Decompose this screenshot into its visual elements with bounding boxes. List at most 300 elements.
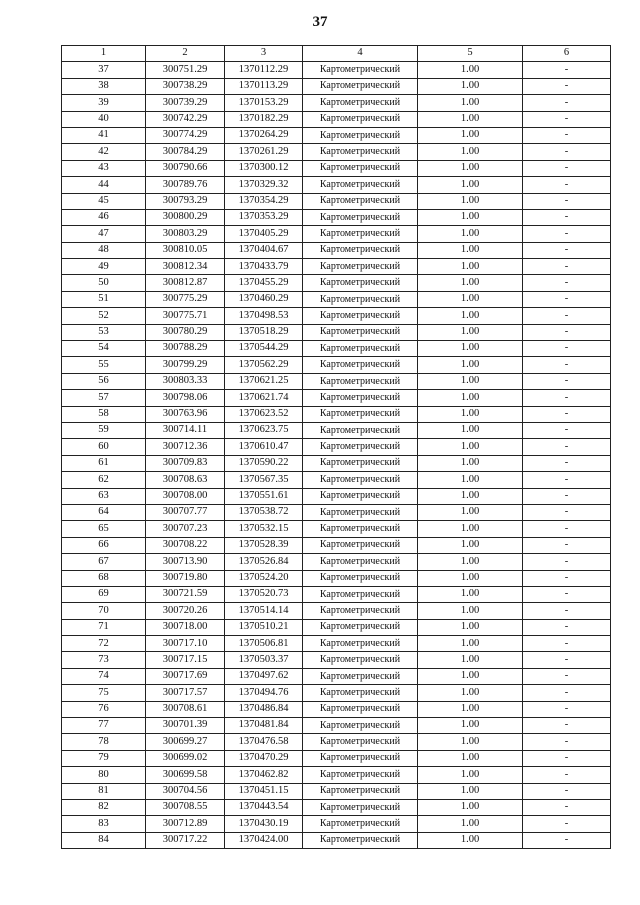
point-number-cell: 38 xyxy=(62,78,146,94)
point-number-cell: 54 xyxy=(62,341,146,357)
table-row xyxy=(62,160,611,176)
description-cell: - xyxy=(523,324,611,340)
method-cell: Картометрический xyxy=(303,767,418,783)
description-cell: - xyxy=(523,111,611,127)
table-row xyxy=(62,832,611,848)
point-number-cell: 67 xyxy=(62,554,146,570)
method-cell: Картометрический xyxy=(303,570,418,586)
x-coordinate-cell: 300810.05 xyxy=(146,242,225,258)
table-row xyxy=(62,767,611,783)
x-coordinate-cell: 300738.29 xyxy=(146,78,225,94)
description-cell: - xyxy=(523,341,611,357)
method-cell: Картометрический xyxy=(303,636,418,652)
y-coordinate-cell: 1370460.29 xyxy=(225,291,303,307)
y-coordinate-cell: 1370153.29 xyxy=(225,95,303,111)
x-coordinate-cell: 300784.29 xyxy=(146,144,225,160)
description-cell: - xyxy=(523,570,611,586)
point-number-cell: 69 xyxy=(62,586,146,602)
accuracy-cell: 1.00 xyxy=(418,816,523,832)
point-number-cell: 62 xyxy=(62,472,146,488)
method-cell: Картометрический xyxy=(303,259,418,275)
method-cell: Картометрический xyxy=(303,95,418,111)
x-coordinate-cell: 300775.29 xyxy=(146,291,225,307)
description-cell: - xyxy=(523,750,611,766)
table-row xyxy=(62,718,611,734)
description-cell: - xyxy=(523,767,611,783)
description-cell: - xyxy=(523,619,611,635)
y-coordinate-cell: 1370621.74 xyxy=(225,390,303,406)
description-cell: - xyxy=(523,177,611,193)
x-coordinate-cell: 300812.87 xyxy=(146,275,225,291)
x-coordinate-cell: 300788.29 xyxy=(146,341,225,357)
x-coordinate-cell: 300751.29 xyxy=(146,62,225,78)
y-coordinate-cell: 1370518.29 xyxy=(225,324,303,340)
x-coordinate-cell: 300717.10 xyxy=(146,636,225,652)
description-cell: - xyxy=(523,308,611,324)
y-coordinate-cell: 1370264.29 xyxy=(225,127,303,143)
x-coordinate-cell: 300704.56 xyxy=(146,783,225,799)
description-cell: - xyxy=(523,259,611,275)
table-row xyxy=(62,439,611,455)
accuracy-cell: 1.00 xyxy=(418,685,523,701)
point-number-cell: 55 xyxy=(62,357,146,373)
accuracy-cell: 1.00 xyxy=(418,324,523,340)
accuracy-cell: 1.00 xyxy=(418,242,523,258)
x-coordinate-cell: 300707.23 xyxy=(146,521,225,537)
x-coordinate-cell: 300719.80 xyxy=(146,570,225,586)
accuracy-cell: 1.00 xyxy=(418,455,523,471)
description-cell: - xyxy=(523,783,611,799)
point-number-cell: 71 xyxy=(62,619,146,635)
x-coordinate-cell: 300714.11 xyxy=(146,422,225,438)
x-coordinate-cell: 300739.29 xyxy=(146,95,225,111)
x-coordinate-cell: 300717.69 xyxy=(146,668,225,684)
accuracy-cell: 1.00 xyxy=(418,422,523,438)
x-coordinate-cell: 300721.59 xyxy=(146,586,225,602)
y-coordinate-cell: 1370544.29 xyxy=(225,341,303,357)
point-number-cell: 48 xyxy=(62,242,146,258)
description-cell: - xyxy=(523,554,611,570)
accuracy-cell: 1.00 xyxy=(418,439,523,455)
accuracy-cell: 1.00 xyxy=(418,668,523,684)
method-cell: Картометрический xyxy=(303,390,418,406)
method-cell: Картометрический xyxy=(303,832,418,848)
method-cell: Картометрический xyxy=(303,341,418,357)
accuracy-cell: 1.00 xyxy=(418,390,523,406)
method-cell: Картометрический xyxy=(303,177,418,193)
table-row xyxy=(62,111,611,127)
point-number-cell: 63 xyxy=(62,488,146,504)
point-number-cell: 75 xyxy=(62,685,146,701)
point-number-cell: 56 xyxy=(62,373,146,389)
x-coordinate-cell: 300699.02 xyxy=(146,750,225,766)
description-cell: - xyxy=(523,226,611,242)
y-coordinate-cell: 1370354.29 xyxy=(225,193,303,209)
point-number-cell: 74 xyxy=(62,668,146,684)
point-number-cell: 39 xyxy=(62,95,146,111)
table-row xyxy=(62,570,611,586)
y-coordinate-cell: 1370506.81 xyxy=(225,636,303,652)
method-cell: Картометрический xyxy=(303,668,418,684)
accuracy-cell: 1.00 xyxy=(418,373,523,389)
method-cell: Картометрический xyxy=(303,750,418,766)
y-coordinate-cell: 1370497.62 xyxy=(225,668,303,684)
method-cell: Картометрический xyxy=(303,488,418,504)
x-coordinate-cell: 300708.63 xyxy=(146,472,225,488)
x-coordinate-cell: 300800.29 xyxy=(146,209,225,225)
method-cell: Картометрический xyxy=(303,652,418,668)
table-row xyxy=(62,504,611,520)
table-row xyxy=(62,783,611,799)
point-number-cell: 73 xyxy=(62,652,146,668)
accuracy-cell: 1.00 xyxy=(418,291,523,307)
x-coordinate-cell: 300742.29 xyxy=(146,111,225,127)
description-cell: - xyxy=(523,390,611,406)
table-row xyxy=(62,636,611,652)
table-row xyxy=(62,193,611,209)
point-number-cell: 77 xyxy=(62,718,146,734)
description-cell: - xyxy=(523,603,611,619)
description-cell: - xyxy=(523,455,611,471)
description-cell: - xyxy=(523,636,611,652)
table-row xyxy=(62,488,611,504)
x-coordinate-cell: 300708.61 xyxy=(146,701,225,717)
table-header-row xyxy=(62,46,611,62)
description-cell: - xyxy=(523,209,611,225)
column-header: 1 xyxy=(62,46,146,62)
method-cell: Картометрический xyxy=(303,226,418,242)
point-number-cell: 81 xyxy=(62,783,146,799)
column-header: 3 xyxy=(225,46,303,62)
accuracy-cell: 1.00 xyxy=(418,488,523,504)
y-coordinate-cell: 1370551.61 xyxy=(225,488,303,504)
table-row xyxy=(62,275,611,291)
accuracy-cell: 1.00 xyxy=(418,603,523,619)
method-cell: Картометрический xyxy=(303,537,418,553)
accuracy-cell: 1.00 xyxy=(418,95,523,111)
x-coordinate-cell: 300717.15 xyxy=(146,652,225,668)
method-cell: Картометрический xyxy=(303,619,418,635)
x-coordinate-cell: 300780.29 xyxy=(146,324,225,340)
table-row xyxy=(62,390,611,406)
table-row xyxy=(62,603,611,619)
point-number-cell: 70 xyxy=(62,603,146,619)
point-number-cell: 82 xyxy=(62,799,146,815)
method-cell: Картометрический xyxy=(303,422,418,438)
point-number-cell: 59 xyxy=(62,422,146,438)
column-header: 4 xyxy=(303,46,418,62)
accuracy-cell: 1.00 xyxy=(418,701,523,717)
description-cell: - xyxy=(523,422,611,438)
x-coordinate-cell: 300709.83 xyxy=(146,455,225,471)
method-cell: Картометрический xyxy=(303,160,418,176)
x-coordinate-cell: 300799.29 xyxy=(146,357,225,373)
y-coordinate-cell: 1370514.14 xyxy=(225,603,303,619)
description-cell: - xyxy=(523,652,611,668)
accuracy-cell: 1.00 xyxy=(418,767,523,783)
point-number-cell: 61 xyxy=(62,455,146,471)
x-coordinate-cell: 300712.89 xyxy=(146,816,225,832)
y-coordinate-cell: 1370538.72 xyxy=(225,504,303,520)
point-number-cell: 66 xyxy=(62,537,146,553)
table-row xyxy=(62,406,611,422)
point-number-cell: 44 xyxy=(62,177,146,193)
table-row xyxy=(62,291,611,307)
description-cell: - xyxy=(523,406,611,422)
x-coordinate-cell: 300717.57 xyxy=(146,685,225,701)
y-coordinate-cell: 1370494.76 xyxy=(225,685,303,701)
method-cell: Картометрический xyxy=(303,734,418,750)
x-coordinate-cell: 300717.22 xyxy=(146,832,225,848)
y-coordinate-cell: 1370510.21 xyxy=(225,619,303,635)
description-cell: - xyxy=(523,62,611,78)
y-coordinate-cell: 1370610.47 xyxy=(225,439,303,455)
column-header: 2 xyxy=(146,46,225,62)
x-coordinate-cell: 300763.96 xyxy=(146,406,225,422)
method-cell: Картометрический xyxy=(303,291,418,307)
method-cell: Картометрический xyxy=(303,373,418,389)
table-row xyxy=(62,586,611,602)
y-coordinate-cell: 1370404.67 xyxy=(225,242,303,258)
y-coordinate-cell: 1370443.54 xyxy=(225,799,303,815)
table-row xyxy=(62,308,611,324)
method-cell: Картометрический xyxy=(303,799,418,815)
table-row xyxy=(62,521,611,537)
table-row xyxy=(62,652,611,668)
point-number-cell: 49 xyxy=(62,259,146,275)
description-cell: - xyxy=(523,291,611,307)
x-coordinate-cell: 300708.00 xyxy=(146,488,225,504)
method-cell: Картометрический xyxy=(303,242,418,258)
x-coordinate-cell: 300718.00 xyxy=(146,619,225,635)
y-coordinate-cell: 1370498.53 xyxy=(225,308,303,324)
y-coordinate-cell: 1370424.00 xyxy=(225,832,303,848)
description-cell: - xyxy=(523,521,611,537)
accuracy-cell: 1.00 xyxy=(418,619,523,635)
y-coordinate-cell: 1370623.75 xyxy=(225,422,303,438)
point-number-cell: 46 xyxy=(62,209,146,225)
accuracy-cell: 1.00 xyxy=(418,226,523,242)
method-cell: Картометрический xyxy=(303,275,418,291)
y-coordinate-cell: 1370481.84 xyxy=(225,718,303,734)
y-coordinate-cell: 1370470.29 xyxy=(225,750,303,766)
table-row xyxy=(62,537,611,553)
accuracy-cell: 1.00 xyxy=(418,783,523,799)
table-row xyxy=(62,554,611,570)
accuracy-cell: 1.00 xyxy=(418,308,523,324)
y-coordinate-cell: 1370526.84 xyxy=(225,554,303,570)
table-row xyxy=(62,127,611,143)
description-cell: - xyxy=(523,373,611,389)
accuracy-cell: 1.00 xyxy=(418,62,523,78)
table-row xyxy=(62,259,611,275)
x-coordinate-cell: 300793.29 xyxy=(146,193,225,209)
accuracy-cell: 1.00 xyxy=(418,209,523,225)
x-coordinate-cell: 300774.29 xyxy=(146,127,225,143)
table-row xyxy=(62,668,611,684)
table-row xyxy=(62,242,611,258)
table-row xyxy=(62,472,611,488)
accuracy-cell: 1.00 xyxy=(418,275,523,291)
method-cell: Картометрический xyxy=(303,472,418,488)
method-cell: Картометрический xyxy=(303,816,418,832)
table-row xyxy=(62,701,611,717)
table-row xyxy=(62,750,611,766)
x-coordinate-cell: 300775.71 xyxy=(146,308,225,324)
method-cell: Картометрический xyxy=(303,554,418,570)
description-cell: - xyxy=(523,242,611,258)
accuracy-cell: 1.00 xyxy=(418,111,523,127)
method-cell: Картометрический xyxy=(303,586,418,602)
description-cell: - xyxy=(523,488,611,504)
method-cell: Картометрический xyxy=(303,111,418,127)
point-number-cell: 45 xyxy=(62,193,146,209)
accuracy-cell: 1.00 xyxy=(418,570,523,586)
y-coordinate-cell: 1370353.29 xyxy=(225,209,303,225)
accuracy-cell: 1.00 xyxy=(418,472,523,488)
x-coordinate-cell: 300712.36 xyxy=(146,439,225,455)
point-number-cell: 79 xyxy=(62,750,146,766)
method-cell: Картометрический xyxy=(303,127,418,143)
accuracy-cell: 1.00 xyxy=(418,259,523,275)
description-cell: - xyxy=(523,439,611,455)
method-cell: Картометрический xyxy=(303,308,418,324)
method-cell: Картометрический xyxy=(303,144,418,160)
point-number-cell: 52 xyxy=(62,308,146,324)
accuracy-cell: 1.00 xyxy=(418,554,523,570)
description-cell: - xyxy=(523,832,611,848)
point-number-cell: 60 xyxy=(62,439,146,455)
y-coordinate-cell: 1370113.29 xyxy=(225,78,303,94)
accuracy-cell: 1.00 xyxy=(418,799,523,815)
accuracy-cell: 1.00 xyxy=(418,357,523,373)
table-body xyxy=(62,62,611,849)
method-cell: Картометрический xyxy=(303,455,418,471)
accuracy-cell: 1.00 xyxy=(418,406,523,422)
description-cell: - xyxy=(523,668,611,684)
x-coordinate-cell: 300789.76 xyxy=(146,177,225,193)
description-cell: - xyxy=(523,144,611,160)
x-coordinate-cell: 300699.27 xyxy=(146,734,225,750)
y-coordinate-cell: 1370503.37 xyxy=(225,652,303,668)
column-header: 5 xyxy=(418,46,523,62)
method-cell: Картометрический xyxy=(303,78,418,94)
y-coordinate-cell: 1370567.35 xyxy=(225,472,303,488)
accuracy-cell: 1.00 xyxy=(418,521,523,537)
accuracy-cell: 1.00 xyxy=(418,160,523,176)
point-number-cell: 51 xyxy=(62,291,146,307)
method-cell: Картометрический xyxy=(303,439,418,455)
description-cell: - xyxy=(523,193,611,209)
accuracy-cell: 1.00 xyxy=(418,193,523,209)
x-coordinate-cell: 300798.06 xyxy=(146,390,225,406)
table-row xyxy=(62,144,611,160)
point-number-cell: 41 xyxy=(62,127,146,143)
column-header: 6 xyxy=(523,46,611,62)
y-coordinate-cell: 1370486.84 xyxy=(225,701,303,717)
accuracy-cell: 1.00 xyxy=(418,127,523,143)
x-coordinate-cell: 300803.29 xyxy=(146,226,225,242)
method-cell: Картометрический xyxy=(303,685,418,701)
description-cell: - xyxy=(523,275,611,291)
table-row xyxy=(62,357,611,373)
description-cell: - xyxy=(523,734,611,750)
table-row xyxy=(62,619,611,635)
accuracy-cell: 1.00 xyxy=(418,177,523,193)
description-cell: - xyxy=(523,685,611,701)
description-cell: - xyxy=(523,586,611,602)
accuracy-cell: 1.00 xyxy=(418,341,523,357)
table-row xyxy=(62,422,611,438)
point-number-cell: 40 xyxy=(62,111,146,127)
x-coordinate-cell: 300701.39 xyxy=(146,718,225,734)
y-coordinate-cell: 1370261.29 xyxy=(225,144,303,160)
y-coordinate-cell: 1370451.15 xyxy=(225,783,303,799)
point-number-cell: 84 xyxy=(62,832,146,848)
x-coordinate-cell: 300713.90 xyxy=(146,554,225,570)
accuracy-cell: 1.00 xyxy=(418,750,523,766)
description-cell: - xyxy=(523,816,611,832)
point-number-cell: 83 xyxy=(62,816,146,832)
table-row xyxy=(62,324,611,340)
x-coordinate-cell: 300812.34 xyxy=(146,259,225,275)
y-coordinate-cell: 1370455.29 xyxy=(225,275,303,291)
point-number-cell: 76 xyxy=(62,701,146,717)
description-cell: - xyxy=(523,127,611,143)
x-coordinate-cell: 300708.55 xyxy=(146,799,225,815)
method-cell: Картометрический xyxy=(303,406,418,422)
description-cell: - xyxy=(523,472,611,488)
method-cell: Картометрический xyxy=(303,718,418,734)
method-cell: Картометрический xyxy=(303,603,418,619)
method-cell: Картометрический xyxy=(303,357,418,373)
accuracy-cell: 1.00 xyxy=(418,652,523,668)
accuracy-cell: 1.00 xyxy=(418,718,523,734)
method-cell: Картометрический xyxy=(303,701,418,717)
point-number-cell: 37 xyxy=(62,62,146,78)
description-cell: - xyxy=(523,504,611,520)
table-row xyxy=(62,816,611,832)
y-coordinate-cell: 1370520.73 xyxy=(225,586,303,602)
y-coordinate-cell: 1370621.25 xyxy=(225,373,303,389)
y-coordinate-cell: 1370433.79 xyxy=(225,259,303,275)
description-cell: - xyxy=(523,78,611,94)
point-number-cell: 58 xyxy=(62,406,146,422)
method-cell: Картометрический xyxy=(303,324,418,340)
point-number-cell: 57 xyxy=(62,390,146,406)
description-cell: - xyxy=(523,799,611,815)
description-cell: - xyxy=(523,537,611,553)
table-row xyxy=(62,226,611,242)
point-number-cell: 50 xyxy=(62,275,146,291)
y-coordinate-cell: 1370300.12 xyxy=(225,160,303,176)
y-coordinate-cell: 1370524.20 xyxy=(225,570,303,586)
x-coordinate-cell: 300708.22 xyxy=(146,537,225,553)
y-coordinate-cell: 1370562.29 xyxy=(225,357,303,373)
method-cell: Картометрический xyxy=(303,193,418,209)
y-coordinate-cell: 1370532.15 xyxy=(225,521,303,537)
point-number-cell: 47 xyxy=(62,226,146,242)
description-cell: - xyxy=(523,701,611,717)
accuracy-cell: 1.00 xyxy=(418,832,523,848)
description-cell: - xyxy=(523,160,611,176)
page-number: 37 xyxy=(312,14,328,30)
table-row xyxy=(62,373,611,389)
y-coordinate-cell: 1370476.58 xyxy=(225,734,303,750)
point-number-cell: 65 xyxy=(62,521,146,537)
accuracy-cell: 1.00 xyxy=(418,734,523,750)
point-number-cell: 78 xyxy=(62,734,146,750)
